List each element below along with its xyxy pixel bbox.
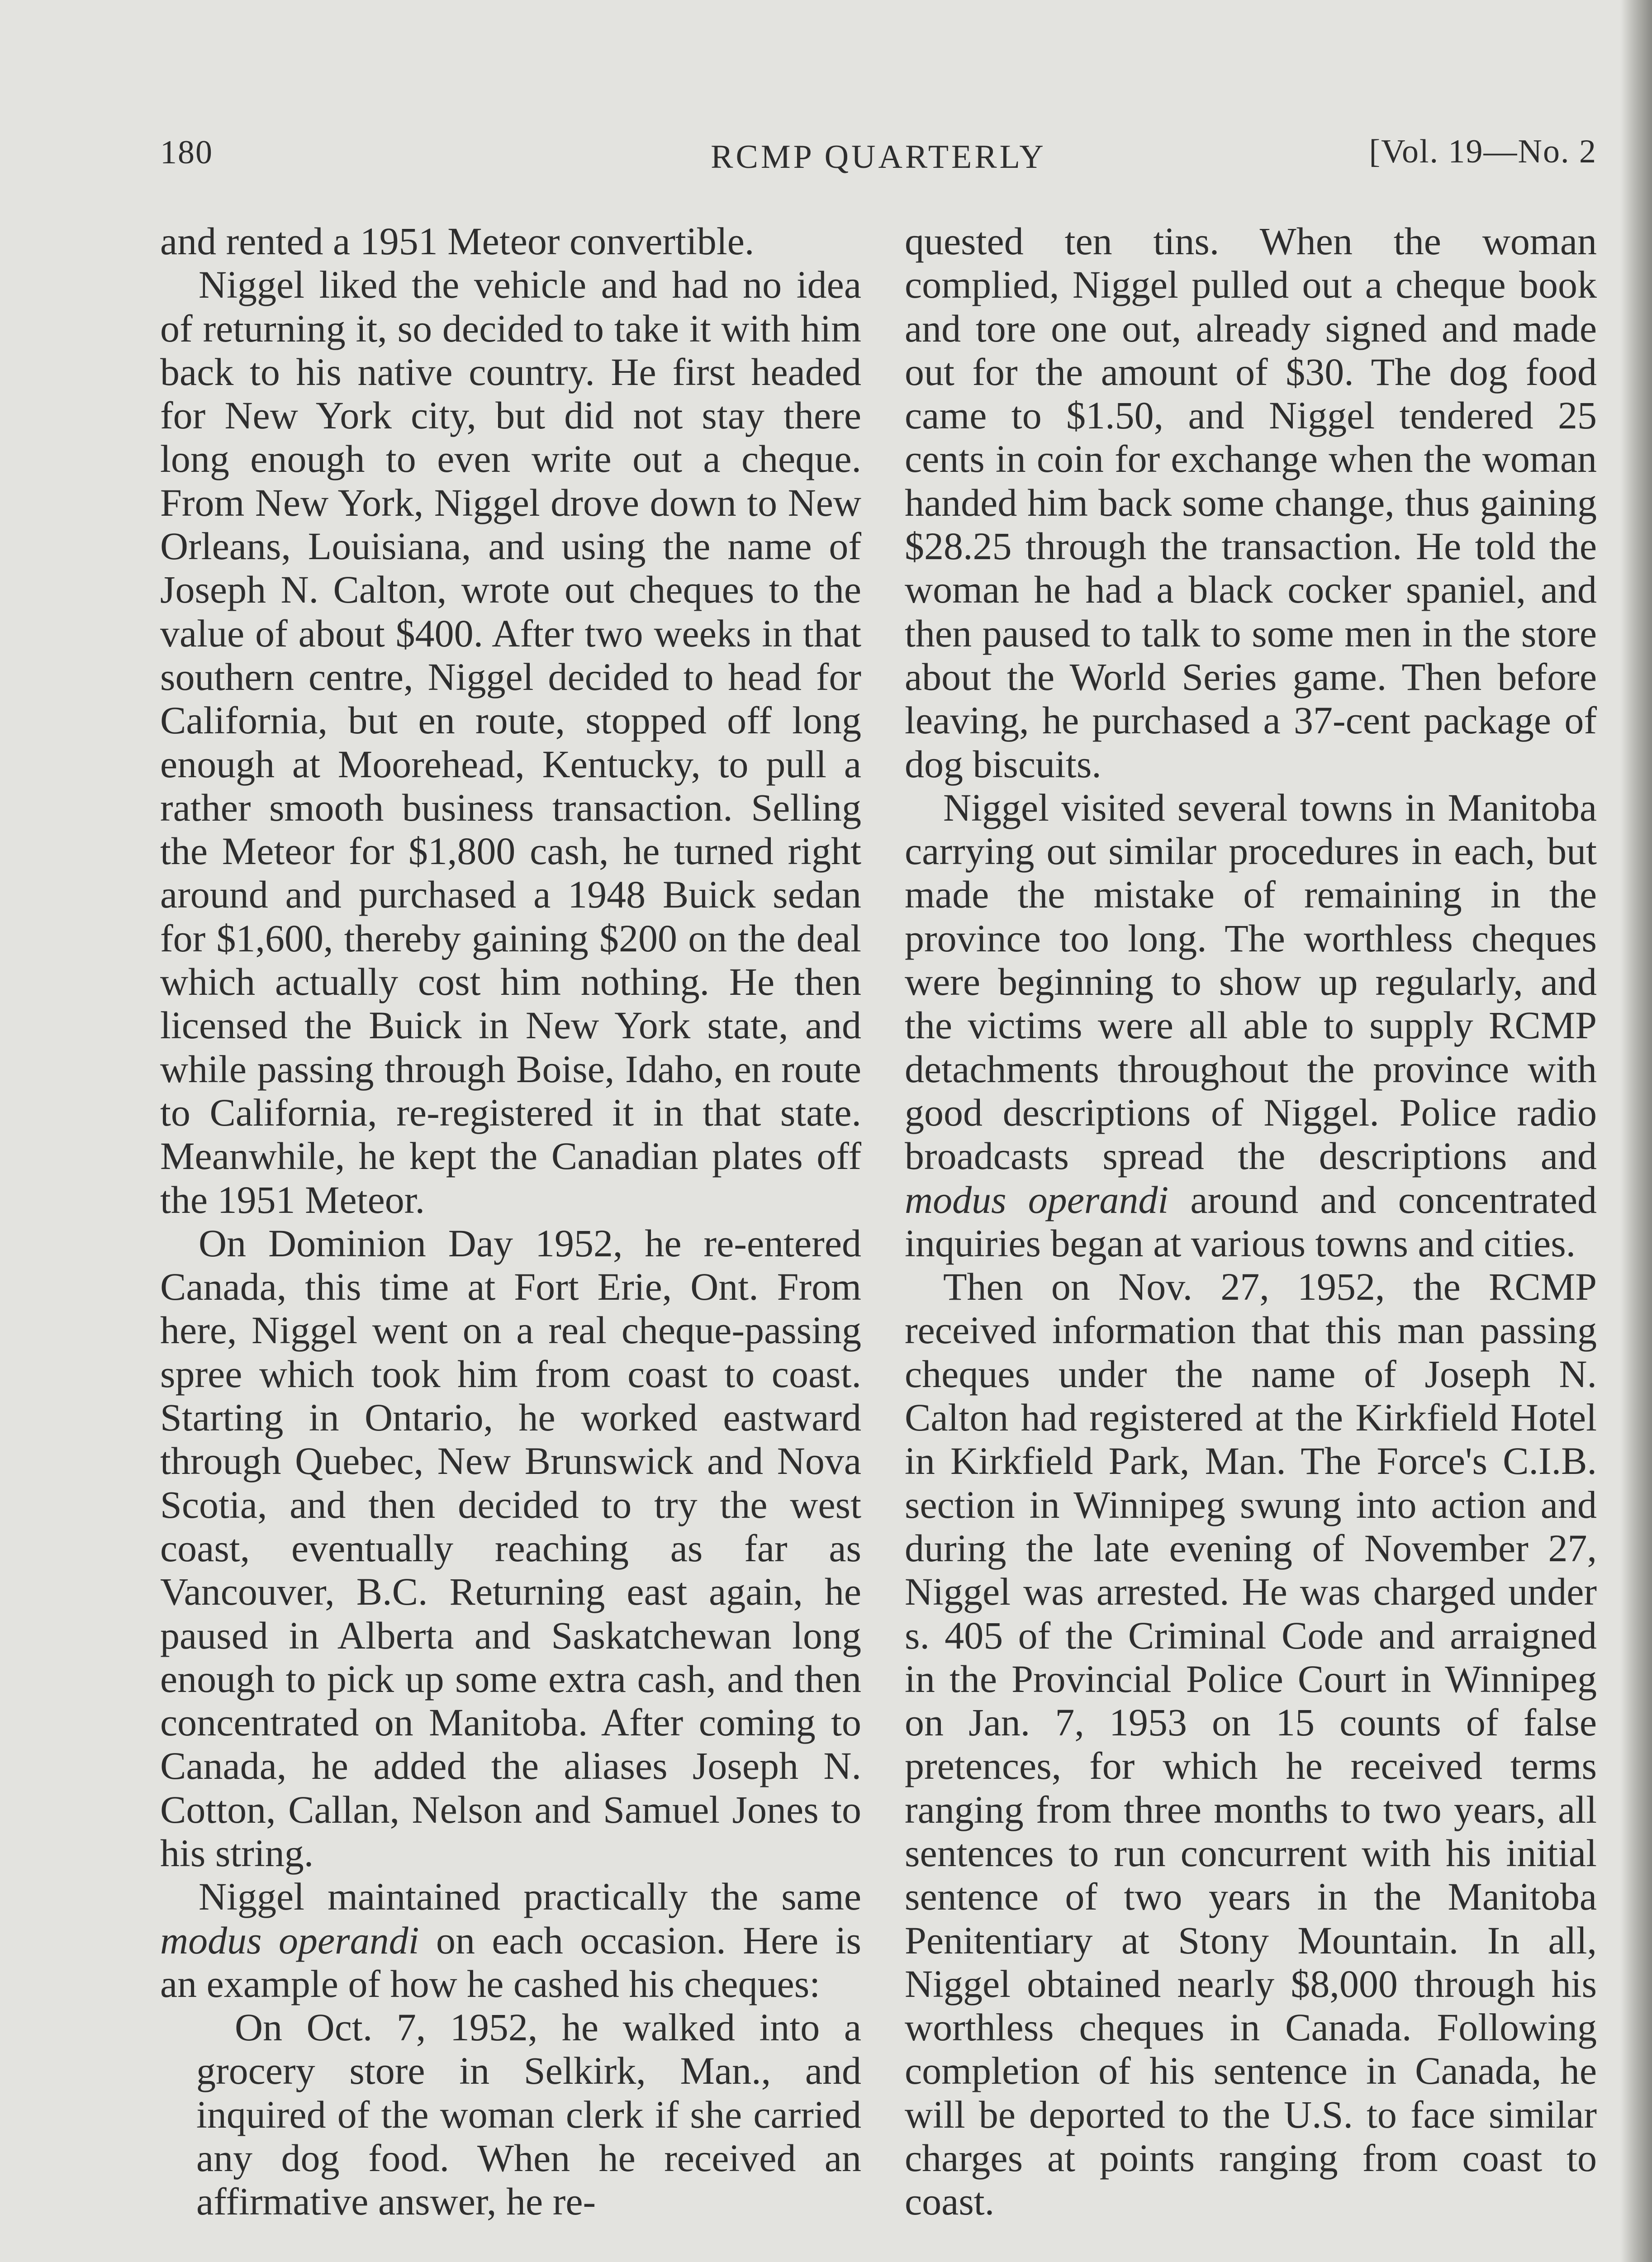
text-run: around and concentrated inquiries began at various towns and cities. bbox=[905, 1178, 1597, 1265]
paragraph: On Dominion Day 1952, he re-entered Canada, this time at Fort Erie, Ont. From here, Niggel went on a real cheque-passing spree which took him from coast to coast. Starting in Ontario, he worked eastward through Quebec, New Brunswick and Nova Scotia, and then decided to try the west coast, eventually reaching as far as Vancouver, B.C. Returning east again, he paused in Alberta and Saskatchewan long enough to pick up some extra cash, and then concentrated on Manitoba. After coming to Canada, he added the aliases Joseph N. Cotton, Callan, Nelson and Samuel Jones to his string. bbox=[160, 1221, 861, 1875]
paragraph: quested ten tins. When the woman complied, Niggel pulled out a cheque book and tore one out, already signed and made out for the amount of $30. The dog food came to $1.50, and Niggel tendered 25 cents in coin for exchange when the woman handed him back some change, thus gaining $28.25 through the transaction. He told the woman he had a black cocker spaniel, and then paused to talk to some men in the store about the World Series game. Then before leaving, he purchased a 37-cent package of dog biscuits. bbox=[905, 219, 1597, 786]
text-run: on each occasion. Here is an example of how he cashed his cheques: bbox=[160, 1918, 861, 2005]
paragraph: and rented a 1951 Meteor convertible. bbox=[160, 219, 755, 263]
italic-phrase: modus operandi bbox=[905, 1178, 1169, 1221]
example-paragraph: On Oct. 7, 1952, he walked into a grocery store in Selkirk, Man., and inquired of the woman clerk if she carried any dog food. When he received an affirmative answer, he re- bbox=[196, 2005, 861, 2224]
paragraph: Niggel liked the vehicle and had no idea of returning it, so decided to take it with him back to his native country. He first headed for New York city, but did not stay there long enough to even write out a cheque. From New York, Niggel drove down to New Orleans, Louisiana, and using the name of Joseph N. Calton, wrote out cheques to the value of about $400. After two weeks in that southern centre, Niggel decided to head for California, but en route, stopped off long enough at Moorehead, Kentucky, to pull a rather smooth business transaction. Selling the Meteor for $1,800 cash, he turned right around and purchased a 1948 Buick sedan for $1,600, thereby gaining $200 on the deal which actually cost him nothing. He then licensed the Buick in New York state, and while passing through Boise, Idaho, en route to California, re-registered it in that state. Meanwhile, he kept the Canadian plates off the 1951 Meteor. bbox=[160, 263, 861, 1221]
paragraph: Then on Nov. 27, 1952, the RCMP received information that this man passing cheques under the name of Joseph N. Calton had registered at the Kirkfield Hotel in Kirkfield Park, Man. The Force's C.I.B. section in Winnipeg swung into action and during the late evening of November 27, Niggel was arrested. He was charged under s. 405 of the Criminal Code and arraigned in the Provincial Police Court in Winnipeg on Jan. 7, 1953 on 15 counts of false pretences, for which he received terms ranging from three months to two years, all sentences to run concurrent with his initial sentence of two years in the Manitoba Penitentiary at Stony Mountain. In all, Niggel obtained nearly $8,000 through his worthless cheques in Canada. Following completion of his sentence in Canada, he will be deported to the U.S. to face similar charges at points ranging from coast to coast. bbox=[905, 1265, 1597, 2224]
italic-phrase: modus operandi bbox=[160, 1918, 419, 1962]
volume-issue: [Vol. 19—No. 2 bbox=[1369, 133, 1597, 170]
text-run: Niggel visited several towns in Manitoba carrying out similar procedures in each, but made the mistake of remaining in the province too long. The worthless cheques were beginning to show up regularly, and the victims were all able to supply RCMP detachments throughout the province with good descriptions of Niggel. Police radio broadcasts spread the descriptions and bbox=[905, 785, 1597, 1178]
left-column bbox=[160, 219, 861, 2224]
page-number: 180 bbox=[160, 134, 213, 171]
text-run: Niggel maintained practically the same bbox=[199, 1875, 861, 1919]
running-title: RCMP QUARTERLY bbox=[711, 138, 1046, 176]
page-header bbox=[160, 120, 1597, 179]
right-column bbox=[905, 219, 1597, 2224]
paragraph bbox=[905, 786, 1597, 1265]
page-edge-shadow bbox=[1620, 0, 1652, 2262]
paragraph bbox=[160, 1875, 861, 2005]
